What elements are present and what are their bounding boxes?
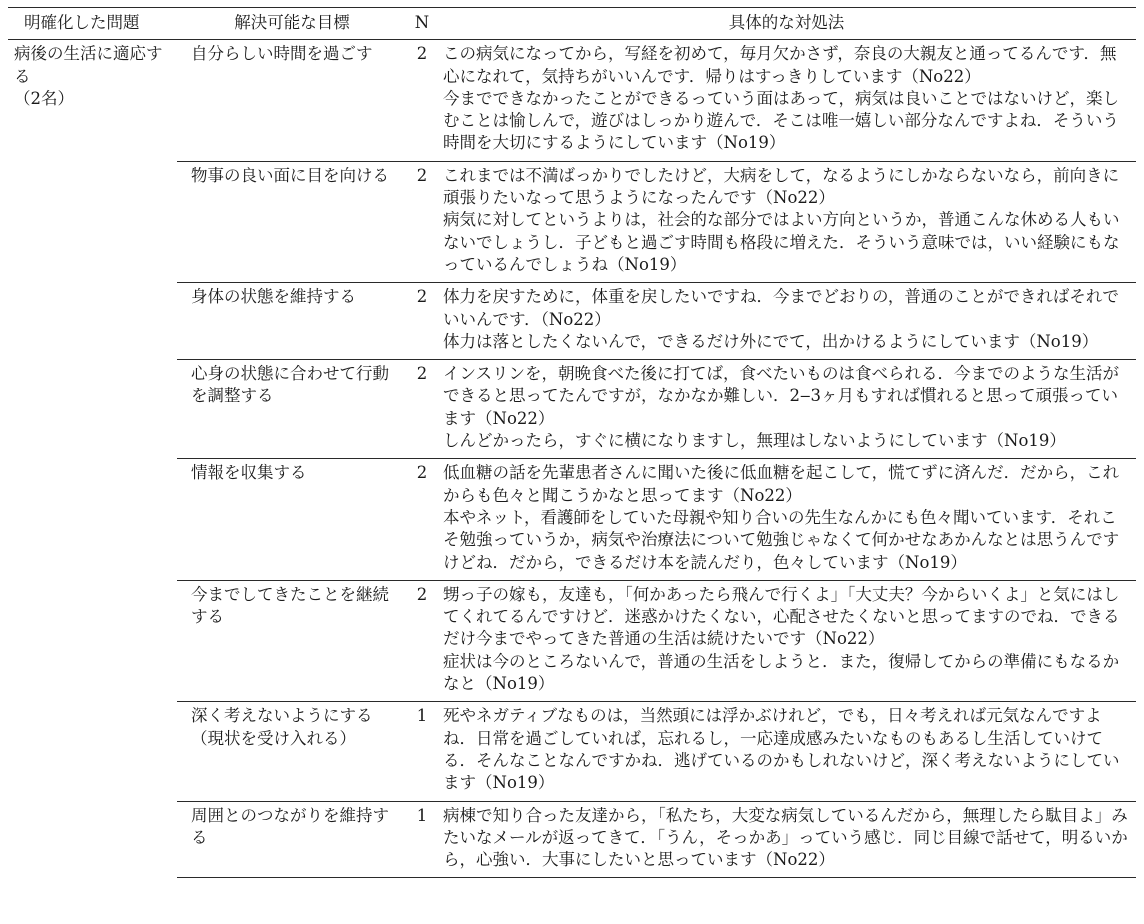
- quote: 死やネガティブなものは，当然頭には浮かぶけれど，でも，日々考えれば元気なんですよね．日常を過ごしていれば，忘れるし，一応達成感みたいなものもあるし生活していけてる．そんなことなんですかね．逃げているのかもしれないけど，深く考えないようにしています（No19）: [443, 706, 1120, 793]
- header-problem: 明確化した問題: [8, 8, 177, 40]
- goal-cell: 心身の状態に合わせて行動を調整する: [177, 360, 407, 459]
- method-cell: [437, 580, 1136, 701]
- n-cell: 2: [407, 360, 437, 459]
- goal-cell: 自分らしい時間を過ごす: [177, 40, 407, 161]
- goal-cell: 身体の状態を維持する: [177, 283, 407, 360]
- table-row: [8, 702, 1136, 801]
- method-cell: [437, 283, 1136, 360]
- n-cell: 2: [407, 459, 437, 580]
- problem-count: （2名）: [14, 88, 74, 108]
- quote: 今までできなかったことができるっていう面はあって，病気は良いことではないけど，楽しむことは愉しんで，遊びはしっかり遊んで．そこは唯一嬉しい部分なんですよね．そういう時間を大切にするようにしています（No19）: [443, 88, 1120, 153]
- table-row: [8, 360, 1136, 459]
- quote: 病棟で知り合った友達から，「私たち，大変な病気しているんだから，無理したら駄目よ」みたいなメールが返ってきて．「うん，そっかあ」っていう感じ．同じ目線で話せて，明るいから，心強い．大事にしたいと思っています（No22）: [443, 805, 1128, 870]
- table-row: [8, 40, 1136, 161]
- quote: 病気に対してというよりは，社会的な部分ではよい方向というか，普通こんな休める人もいないでしょうし．子どもと過ごす時間も格段に増えた．そういう意味では，いい経験にもなっているんでしょうね（No19）: [443, 210, 1120, 274]
- header-row: [8, 8, 1136, 40]
- goal-cell: 今までしてきたことを継続する: [177, 580, 407, 701]
- table-row: [8, 161, 1136, 282]
- quote: 甥っ子の嫁も，友達も，「何かあったら飛んで行くよ」「大丈夫？今からいくよ」と気にはしてくれてるんですけど．迷惑かけたくない，心配させたくないと思ってますのでね．できるだけ今までやってきた普通の生活は続けたいです（No22）: [443, 584, 1120, 649]
- table-row: [8, 459, 1136, 580]
- method-cell: [437, 161, 1136, 282]
- n-cell: 2: [407, 40, 437, 161]
- header-goal: 解決可能な目標: [177, 8, 407, 40]
- method-cell: [437, 702, 1136, 801]
- problem-label: 病後の生活に適応する: [14, 44, 163, 86]
- method-cell: [437, 40, 1136, 161]
- quote: 本やネット，看護師をしていた母親や知り合いの先生なんかにも色々聞いています．それこそ勉強っていうか，病気や治療法について勉強じゃなくて何かせなあかんなとは思うんですけどね．だから，できるだけ本を読んだり，色々しています（No19）: [443, 507, 1120, 572]
- goal-cell: 深く考えないようにする（現状を受け入れる）: [177, 702, 407, 801]
- quote: 体力を戻すために，体重を戻したいですね．今までどおりの，普通のことができればそれでいいんです．（No22）: [443, 287, 1119, 329]
- quote: この病気になってから，写経を初めて，毎月欠かさず，奈良の大親友と通ってるんです．無心になれて，気持ちがいいんです．帰りはすっきりしています（No22）: [443, 44, 1117, 86]
- method-cell: [437, 801, 1136, 878]
- problem-cell: [8, 40, 177, 878]
- quote: インスリンを，朝晩食べた後に打てば，食べたいものは食べられる．今までのような生活ができると思ってたんですが，なかなか難しい．2‒3ヶ月もすれば慣れると思って頑張っています（No22）: [443, 364, 1120, 428]
- quote: これまでは不満ばっかりでしたけど，大病をして，なるようにしかならないなら，前向きに頑張りたいなって思うようになったんです（No22）: [443, 165, 1120, 208]
- quote: しんどかったら，すぐに横になりますし，無理はしないようにしています（No19）: [443, 431, 1066, 451]
- goal-cell: 情報を収集する: [177, 459, 407, 580]
- n-cell: 2: [407, 161, 437, 282]
- method-cell: [437, 360, 1136, 459]
- goal-cell: 周囲とのつながりを維持する: [177, 801, 407, 878]
- header-method: 具体的な対処法: [437, 8, 1136, 40]
- goal-cell: 物事の良い面に目を向ける: [177, 161, 407, 282]
- n-cell: 1: [407, 801, 437, 878]
- quote: 体力は落としたくないんで，できるだけ外にでて，出かけるようにしています（No19）: [443, 331, 1099, 351]
- table-header: [8, 8, 1136, 40]
- table-body: [8, 40, 1136, 878]
- table-row: [8, 283, 1136, 360]
- n-cell: 2: [407, 580, 437, 701]
- n-cell: 2: [407, 283, 437, 360]
- quote: 症状は今のところないんで，普通の生活をしようと．また，復帰してからの準備にもなるかなと（No19）: [443, 651, 1120, 694]
- table-row: [8, 580, 1136, 701]
- header-n: N: [407, 8, 437, 40]
- coping-strategies-table: [8, 7, 1136, 878]
- table-row: [8, 801, 1136, 878]
- quote: 低血糖の話を先輩患者さんに聞いた後に低血糖を起こして，慌てずに済んだ．だから，これからも色々と聞こうかなと思ってます（No22）: [443, 463, 1120, 505]
- method-cell: [437, 459, 1136, 580]
- n-cell: 1: [407, 702, 437, 801]
